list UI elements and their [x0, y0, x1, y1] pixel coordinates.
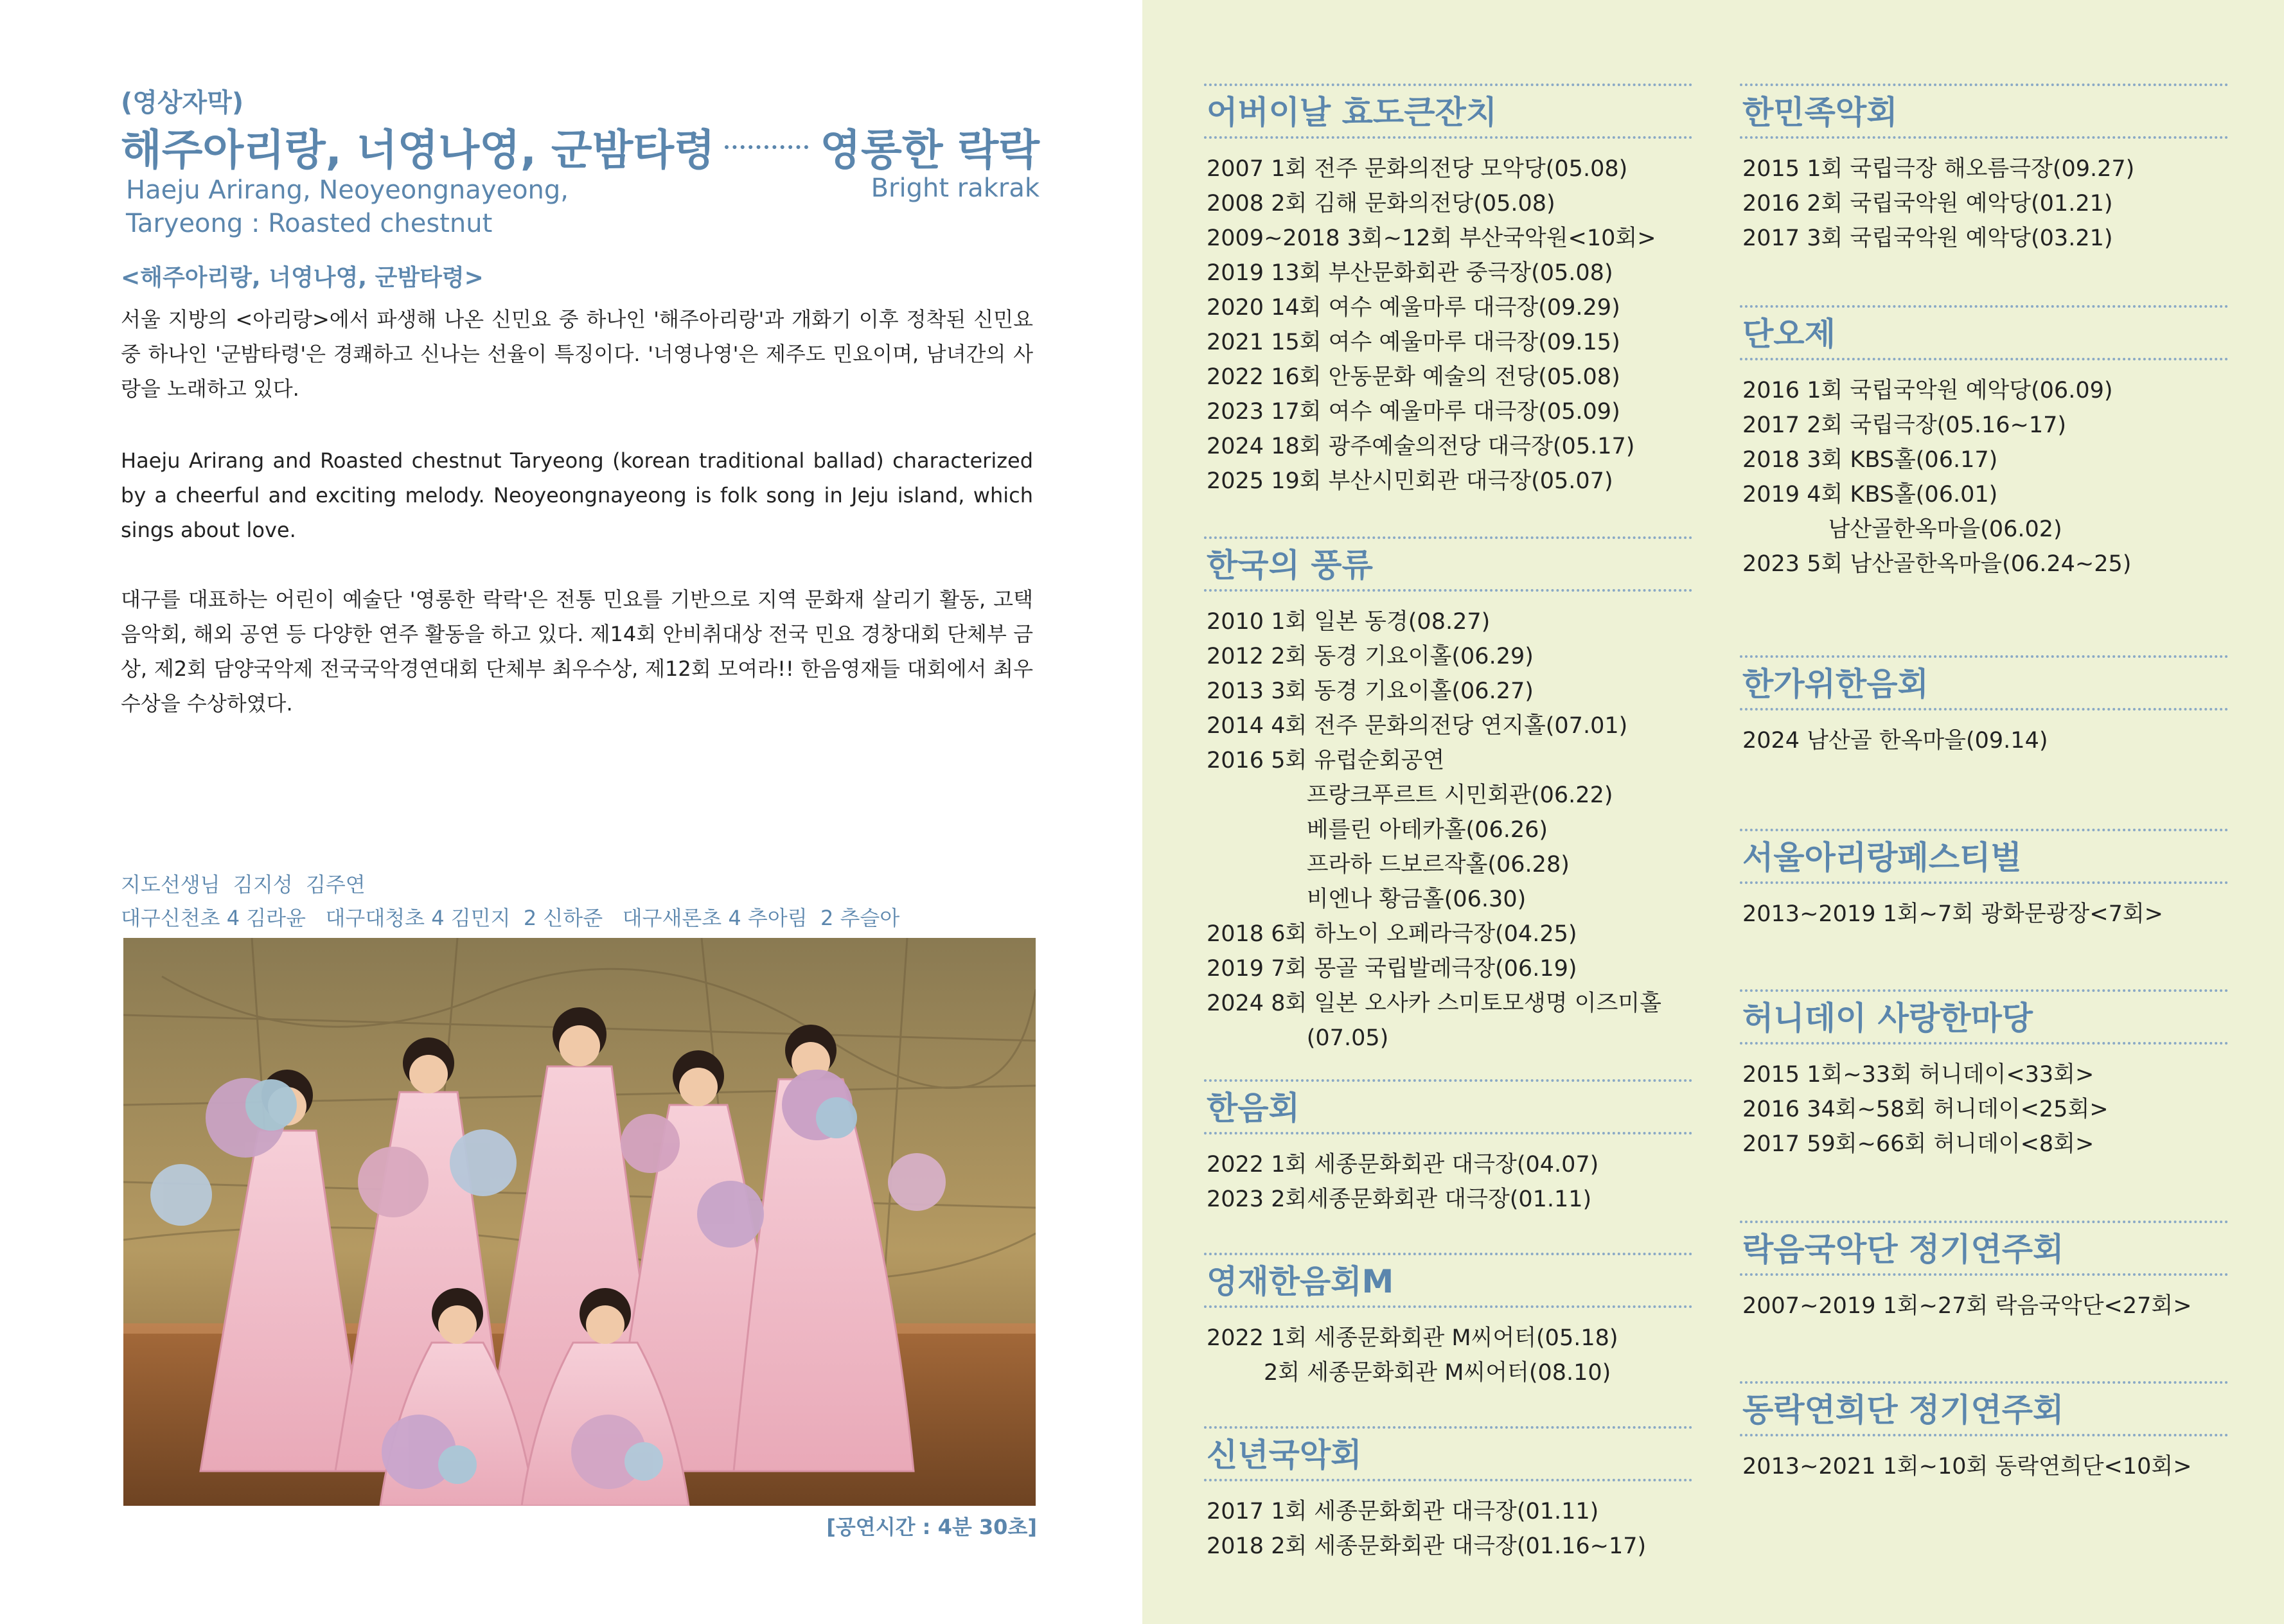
history-item: 2016 5회 유럽순회공연	[1207, 748, 1445, 773]
history-item: 2022 1회 세종문화회관 M씨어터(05.18)	[1207, 1325, 1618, 1351]
history-item: 2007 1회 전주 문화의전당 모악당(05.08)	[1207, 156, 1628, 182]
history-item: 2020 14회 여수 예울마루 대극장(09.29)	[1207, 295, 1620, 321]
history-item: 2024 8회 일본 오사카 스미토모생명 이즈미홀	[1207, 991, 1661, 1016]
dotted-divider	[1740, 655, 2228, 658]
history-item: 2022 1회 세종문화회관 대극장(04.07)	[1207, 1152, 1599, 1178]
english-title-line-2: Taryeong : Roasted chestnut	[126, 209, 493, 238]
history-heading: 락음국악단 정기연주회	[1742, 1231, 2064, 1268]
history-item: 2010 1회 일본 동경(08.27)	[1207, 609, 1491, 635]
history-item: 2007~2019 1회~27회 락음국악단<27회>	[1742, 1293, 2192, 1319]
history-item: 2009~2018 3회~12회 부산국악원<10회>	[1207, 225, 1656, 251]
dotted-divider	[1204, 536, 1692, 539]
dotted-divider	[1740, 1042, 2228, 1045]
history-heading: 한음회	[1207, 1090, 1300, 1127]
dotted-divider	[1740, 84, 2228, 86]
korean-description: 서울 지방의 <아리랑>에서 파생해 나온 신민요 중 하나인 '해주아리랑'과 개화기 이후 정착된 신민요 중 하나인 '군밤타령'은 경쾌하고 신나는 선율이 특징이다. '너영나영'은 제주도 민요이며, 남녀간의 사랑을 노래하고 있다.	[121, 307, 1033, 401]
history-list	[1204, 1147, 1692, 1217]
title-row	[121, 116, 1040, 175]
history-list	[1740, 1057, 2228, 1161]
history-heading: 동락연희단 정기연주회	[1742, 1391, 2064, 1429]
dotted-divider	[1740, 829, 2228, 831]
history-item: 비엔나 황금홀(06.30)	[1207, 887, 1527, 912]
dotted-divider	[1204, 1079, 1692, 1082]
history-block	[1740, 829, 2228, 931]
history-item: 2015 1회~33회 허니데이<33회>	[1742, 1062, 2094, 1088]
history-item: 2013~2021 1회~10회 동락연희단<10회>	[1742, 1454, 2192, 1479]
history-item: 2017 2회 국립극장(05.16~17)	[1742, 412, 2067, 438]
history-item: 2016 34회~58회 허니데이<25회>	[1742, 1097, 2109, 1122]
program-title: 해주아리랑, 너영나영, 군밤타령	[121, 125, 715, 175]
history-block	[1204, 84, 1692, 499]
history-item: 2017 59회~66회 허니데이<8회>	[1742, 1131, 2094, 1157]
title-leader-dots	[725, 145, 808, 149]
history-item: 2017 1회 세종문화회관 대극장(01.11)	[1207, 1499, 1599, 1524]
history-heading: 어버이날 효도큰잔치	[1207, 94, 1498, 131]
dotted-divider	[1740, 136, 2228, 139]
dotted-divider	[1740, 1381, 2228, 1384]
history-item: 2019 13회 부산문화회관 중극장(05.08)	[1207, 260, 1613, 286]
dotted-divider	[1204, 1132, 1692, 1134]
history-item: 2008 2회 김해 문화의전당(05.08)	[1207, 191, 1555, 216]
history-item: 프라하 드보르작홀(06.28)	[1207, 852, 1570, 878]
teachers-line: 지도선생님 김지성 김주연	[121, 872, 366, 897]
history-block	[1740, 989, 2228, 1161]
dotted-divider	[1740, 1434, 2228, 1436]
history-item: 2012 2회 동경 기요이홀(06.29)	[1207, 644, 1534, 669]
history-block	[1204, 1253, 1692, 1390]
history-item: 2024 18회 광주예술의전당 대극장(05.17)	[1207, 434, 1635, 459]
section-heading: <해주아리랑, 너영나영, 군밤타령>	[121, 265, 484, 291]
history-item: 남산골한옥마을(06.02)	[1742, 516, 2062, 542]
history-list	[1740, 723, 2228, 758]
history-heading: 한민족악회	[1742, 94, 1898, 131]
history-item: 2016 2회 국립국악원 예악당(01.21)	[1742, 191, 2113, 216]
dotted-divider	[1204, 1305, 1692, 1308]
ensemble-description: 대구를 대표하는 어린이 예술단 '영롱한 락락'은 전통 민요를 기반으로 지역 문화재 살리기 활동, 고택 음악회, 해외 공연 등 다양한 연주 활동을 하고 있다. 제14회 안비취대상 전국 민요 경창대회 단체부 금상, 제2회 담양국악제 전국국악경연대회 단체부 최우수상, 제12회 모여라!! 한음영재들 대회에서 최우수상을 수상하였다.	[121, 587, 1033, 716]
dotted-divider	[1204, 1426, 1692, 1429]
dotted-divider	[1204, 136, 1692, 139]
history-list	[1204, 1494, 1692, 1564]
sub-caption: (영상자막)	[121, 88, 244, 118]
dotted-divider	[1204, 1479, 1692, 1481]
english-description: Haeju Arirang and Roasted chestnut Taryeong (korean traditional ballad) characterized by a cheerful and exciting melody. Neoyeongnayeong is folk song in Jeju island, which sings about love.	[121, 448, 1033, 542]
history-heading: 신년국악회	[1207, 1436, 1362, 1474]
history-item: 2013~2019 1회~7회 광화문광장<7회>	[1742, 901, 2163, 927]
history-heading: 한국의 풍류	[1207, 547, 1373, 584]
history-item: 베를린 아테카홀(06.26)	[1207, 817, 1548, 843]
dotted-divider	[1740, 708, 2228, 710]
english-title-line-1: Haeju Arirang, Neoyeongnayeong,	[126, 175, 569, 205]
history-item: 2013 3회 동경 기요이홀(06.27)	[1207, 678, 1534, 704]
history-heading: 서울아리랑페스티벌	[1742, 839, 2022, 876]
history-item: 2015 1회 국립극장 해오름극장(09.27)	[1742, 156, 2135, 182]
history-item: 2019 4회 KBS홀(06.01)	[1742, 482, 1998, 508]
history-item: 2023 2회세종문화회관 대극장(01.11)	[1207, 1187, 1592, 1212]
history-block	[1204, 1426, 1692, 1564]
history-item: (07.05)	[1207, 1025, 1389, 1051]
history-item: 2022 16회 안동문화 예술의 전당(05.08)	[1207, 364, 1620, 390]
history-block	[1204, 536, 1692, 1055]
history-heading: 한가위한음회	[1742, 666, 1929, 703]
history-list	[1204, 605, 1692, 1055]
history-heading: 허니데이 사랑한마당	[1742, 1000, 2033, 1037]
dotted-divider	[1740, 1273, 2228, 1276]
history-item: 2018 3회 KBS홀(06.17)	[1742, 447, 1998, 473]
history-block	[1740, 305, 2228, 581]
history-heading: 영재한음회M	[1207, 1263, 1394, 1300]
history-item: 2019 7회 몽골 국립발레극장(06.19)	[1207, 956, 1577, 982]
history-heading: 단오제	[1742, 315, 1836, 353]
history-item: 2016 1회 국립국악원 예악당(06.09)	[1742, 378, 2113, 403]
history-block	[1204, 1079, 1692, 1217]
history-item: 2018 6회 하노이 오페라극장(04.25)	[1207, 921, 1577, 947]
dotted-divider	[1740, 989, 2228, 992]
right-page	[1142, 0, 2284, 1624]
dotted-divider	[1740, 1221, 2228, 1223]
history-item: 2023 17회 여수 예울마루 대극장(05.09)	[1207, 399, 1620, 425]
history-list	[1740, 1289, 2228, 1323]
history-list	[1740, 897, 2228, 931]
dotted-divider	[1204, 84, 1692, 86]
history-item: 2021 15회 여수 예울마루 대극장(09.15)	[1207, 330, 1620, 355]
students-line: 대구신천초 4 김라윤 대구대청초 4 김민지 2 신하준 대구새론초 4 추아림 2 추슬아	[121, 906, 900, 930]
history-item: 2회 세종문화회관 M씨어터(08.10)	[1207, 1360, 1611, 1386]
history-list	[1740, 373, 2228, 581]
history-item: 2025 19회 부산시민회관 대극장(05.07)	[1207, 468, 1613, 494]
history-block	[1740, 84, 2228, 256]
performance-photo	[123, 938, 1036, 1506]
history-list	[1204, 152, 1692, 499]
dotted-divider	[1740, 881, 2228, 884]
history-list	[1204, 1321, 1692, 1390]
english-title	[126, 173, 569, 240]
dotted-divider	[1204, 589, 1692, 592]
dotted-divider	[1740, 305, 2228, 308]
dotted-divider	[1204, 1253, 1692, 1255]
history-item: 2014 4회 전주 문화의전당 연지홀(07.01)	[1207, 713, 1628, 739]
history-item: 프랑크푸르트 시민회관(06.22)	[1207, 782, 1613, 808]
performer-name: 영롱한 락락	[820, 125, 1040, 175]
history-item: 2018 2회 세종문화회관 대극장(01.16~17)	[1207, 1533, 1647, 1559]
performance-duration: [공연시간 : 4분 30초]	[826, 1515, 1037, 1539]
history-block	[1740, 655, 2228, 758]
history-list	[1740, 1449, 2228, 1484]
history-item: 2017 3회 국립국악원 예악당(03.21)	[1742, 225, 2113, 251]
history-list	[1740, 152, 2228, 256]
history-item: 2023 5회 남산골한옥마을(06.24~25)	[1742, 551, 2132, 577]
history-item: 2024 남산골 한옥마을(09.14)	[1742, 728, 2048, 754]
dotted-divider	[1740, 358, 2228, 360]
history-block	[1740, 1381, 2228, 1484]
english-performer-name: Bright rakrak	[871, 173, 1040, 203]
history-block	[1740, 1221, 2228, 1323]
